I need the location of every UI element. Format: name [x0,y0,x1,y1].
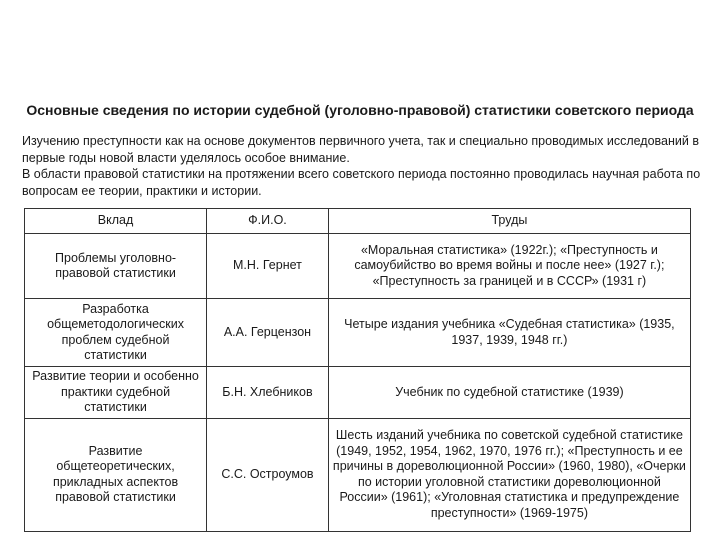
cell-contribution: Развитие теории и особенно практики судебной статистики [25,367,207,419]
cell-name: С.С. Остроумов [207,418,329,531]
history-table [24,208,691,532]
cell-works: «Моральная статистика» (1922г.); «Преступность и самоубийство во время войны и после нее» (1927 г.); «Преступность за границей и в СССР» (1931 г) [328,234,690,299]
intro-paragraph-1: Изучению преступности как на основе документов первичного учета, так и специально проводимых исследований в первые годы новой власти уделялось особое внимание. [22,134,699,165]
table-row [25,234,691,299]
cell-works: Учебник по судебной статистике (1939) [328,367,690,419]
header-contribution: Вклад [25,209,207,234]
cell-contribution: Развитие общетеоретических, прикладных аспектов правовой статистики [25,418,207,531]
cell-name: А.А. Герцензон [207,299,329,367]
cell-contribution: Проблемы уголовно-правовой статистики [25,234,207,299]
table-row [25,367,691,419]
cell-name: М.Н. Гернет [207,234,329,299]
header-name: Ф.И.О. [207,209,329,234]
table-row [25,418,691,531]
intro-text [22,133,702,199]
cell-name: Б.Н. Хлебников [207,367,329,419]
header-works: Труды [328,209,690,234]
cell-works: Шесть изданий учебника по советской судебной статистике (1949, 1952, 1954, 1962, 1970, 1976 гг.); «Преступность и ее причины в дореволюционной России» (1960, 1980), «Очерки по истории уголовной статистики дореволюционной России» (1961); «Уголовная статистика и предупреждение преступности» (1969-1975) [328,418,690,531]
cell-contribution: Разработка общеметодологических проблем судебной статистики [25,299,207,367]
cell-works: Четыре издания учебника «Судебная статистика» (1935, 1937, 1939, 1948 гг.) [328,299,690,367]
table-header-row [25,209,691,234]
page-title: Основные сведения по истории судебной (уголовно-правовой) статистики советского периода [26,102,694,118]
table-row [25,299,691,367]
intro-paragraph-2: В области правовой статистики на протяжении всего советского периода постоянно проводилась научная работа по вопросам ее теории, практики и истории. [22,167,701,198]
